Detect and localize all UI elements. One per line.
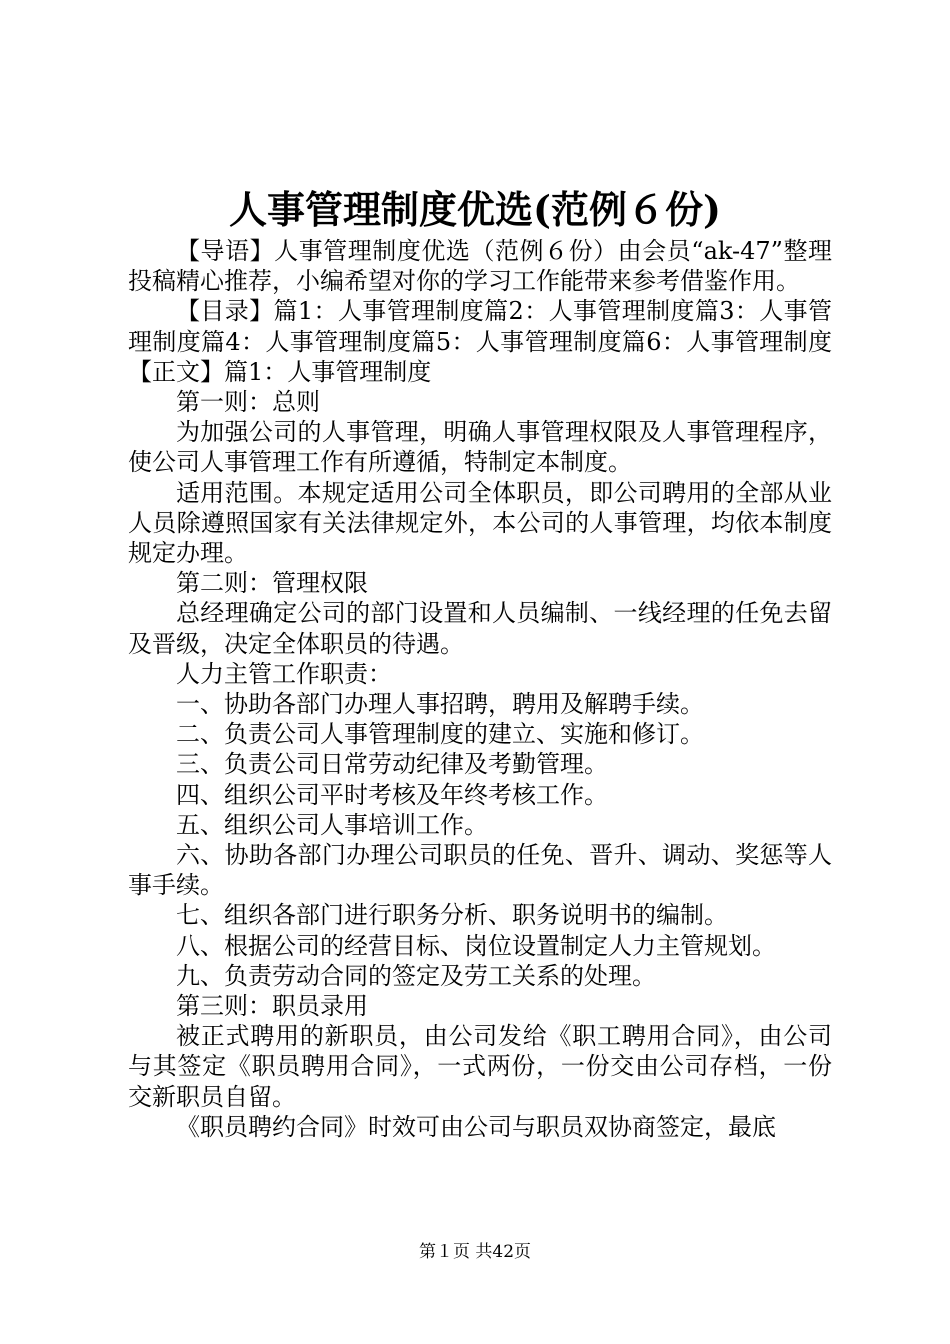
list-item: 九、负责劳动合同的签定及劳工关系的处理。 (176, 961, 656, 990)
paragraph: 《职员聘约合同》时效可由公司与职员双协商签定，最底 (176, 1112, 776, 1141)
paragraph: 总经理确定公司的部门设置和人员编制、一线经理的任免去留及晋级，决定全体职员的待遇。 (128, 599, 832, 658)
paragraph: 为加强公司的人事管理，明确人事管理权限及人事管理程序，使公司人事管理工作有所遵循，特制定本制度。 (128, 418, 832, 477)
list-item: 二、负责公司人事管理制度的建立、实施和修订。 (176, 720, 704, 749)
paragraph: 被正式聘用的新职员，由公司发给《职工聘用合同》，由公司与其签定《职员聘用合同》，一式两份，一份交由公司存档，一份交新职员自留。 (128, 1022, 832, 1111)
paragraph-toc: 【目录】篇1：人事管理制度篇2：人事管理制度篇3：人事管理制度篇4：人事管理制度篇5：人事管理制度篇6：人事管理制度【正文】篇1：人事管理制度 (128, 297, 832, 386)
list-item: 五、组织公司人事培训工作。 (176, 810, 488, 839)
section-heading: 第二则：管理权限 (176, 569, 368, 598)
list-item: 四、组织公司平时考核及年终考核工作。 (176, 780, 608, 809)
page-number: 第１页 共42页 (418, 1242, 532, 1262)
list-item: 三、负责公司日常劳动纪律及考勤管理。 (176, 750, 608, 779)
paragraph: 适用范围。本规定适用公司全体职员，即公司聘用的全部从业人员除遵照国家有关法律规定外，本公司的人事管理，均依本制度规定办理。 (128, 478, 832, 568)
section-heading: 第一则：总则 (176, 388, 320, 417)
section-heading: 第三则：职员录用 (176, 992, 368, 1021)
list-item: 七、组织各部门进行职务分析、职务说明书的编制。 (176, 901, 728, 930)
paragraph: 人力主管工作职责： (176, 659, 392, 688)
list-item: 一、协助各部门办理人事招聘，聘用及解聘手续。 (176, 690, 704, 719)
list-item: 八、根据公司的经营目标、岗位设置制定人力主管规划。 (176, 931, 776, 960)
document-title: 人事管理制度优选(范例６份) (229, 187, 721, 232)
list-item: 六、协助各部门办理公司职员的任免、晋升、调动、奖惩等人事手续。 (128, 841, 832, 900)
paragraph-intro: 【导语】人事管理制度优选（范例６份）由会员“ak-47”整理投稿精心推荐，小编希望对你的学习工作能带来参考借鉴作用。 (128, 237, 832, 296)
document-body (128, 236, 832, 1142)
